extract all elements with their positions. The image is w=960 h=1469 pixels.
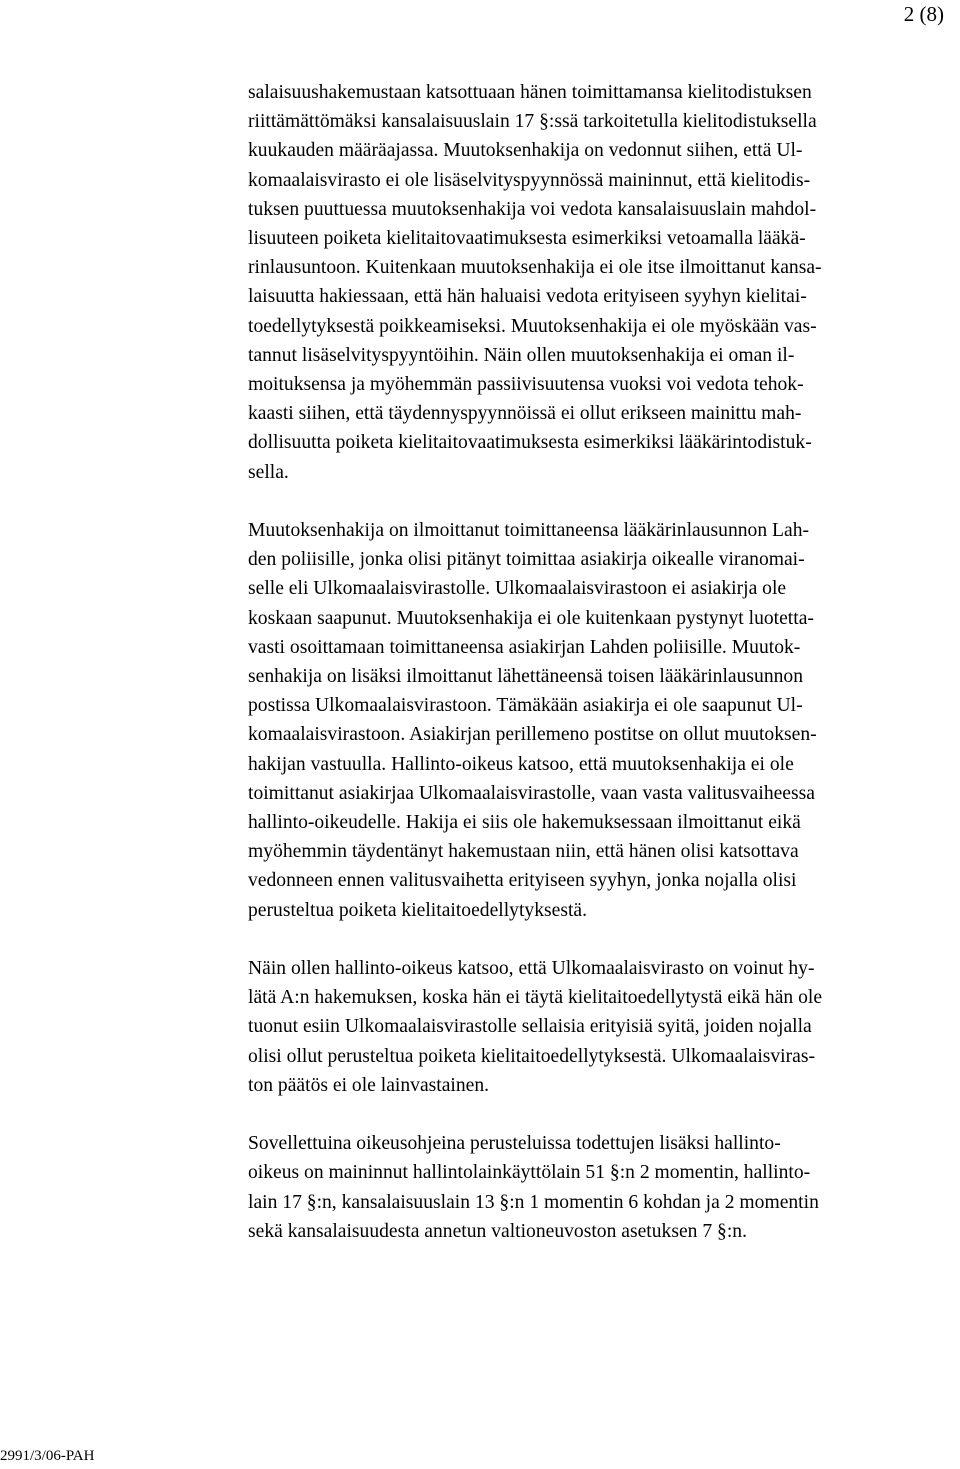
text-line: sekä kansalaisuudesta annetun valtioneuvoston asetuksen 7 §:n. (248, 1220, 747, 1242)
paragraph-2 (248, 516, 960, 925)
text-line: selle eli Ulkomaalaisvirastolle. Ulkomaalaisvirastoon ei asiakirja ole (248, 578, 787, 600)
text-line: vedonneen ennen valitusvaihetta erityiseen syyhyn, jonka nojalla olisi (248, 870, 797, 892)
text-line: salaisuushakemustaan katsottuaan hänen toimittamansa kielitodistuksen (248, 82, 812, 103)
text-line: kaasti siihen, että täydennyspyynnöissä ei ollut erikseen mainittu mah- (248, 403, 802, 425)
document-body (248, 78, 960, 1275)
text-line: myöhemmin täydentänyt hakemustaan niin, että hänen olisi katsottava (248, 841, 799, 863)
page-number: 2 (8) (903, 2, 944, 26)
text-line: olisi ollut perusteltua poiketa kielitaitoedellytyksestä. Ulkomaalaisviras- (248, 1045, 815, 1067)
text-line: hakijan vastuulla. Hallinto-oikeus katsoo, että muutoksenhakija ei ole (248, 753, 794, 775)
text-line: Muutoksenhakija on ilmoittanut toimittaneensa lääkärinlausunnon Lah- (248, 520, 810, 542)
text-line: tannut lisäselvityspyyntöihin. Näin ollen muutoksenhakija ei oman il- (248, 344, 795, 366)
text-line: vasti osoittamaan toimittaneensa asiakirjan Lahden poliisille. Muutok- (248, 636, 801, 658)
text-line: komaalaisvirastoon. Asiakirjan perillemeno postitse on ollut muutoksen- (248, 724, 817, 746)
text-line: Sovellettuina oikeusohjeina perusteluissa todettujen lisäksi hallinto- (248, 1133, 781, 1155)
text-line: senhakija on lisäksi ilmoittanut lähettäneensä toisen lääkärinlausunnon (248, 666, 804, 688)
text-line: tuksen puuttuessa muutoksenhakija voi vedota kansalaisuuslain mahdol- (248, 198, 817, 220)
text-line: moituksensa ja myöhemmän passiivisuutensa vuoksi voi vedota tehok- (248, 374, 804, 396)
text-line: perusteltua poiketa kielitaitoedellytyksestä. (248, 899, 587, 921)
paragraph-1 (248, 78, 960, 487)
text-line: toedellytyksestä poikkeamiseksi. Muutoksenhakija ei ole myöskään vas- (248, 315, 817, 337)
text-line: toimittanut asiakirjaa Ulkomaalaisvirastolle, vaan vasta valitusvaiheessa (248, 782, 815, 804)
text-line: lätä A:n hakemuksen, koska hän ei täytä kielitaitoedellytystä eikä hän ole (248, 987, 823, 1009)
text-line: tuonut esiin Ulkomaalaisvirastolle sellaisia erityisiä syitä, joiden nojalla (248, 1016, 812, 1038)
text-line: oikeus on maininnut hallintolainkäyttölain 51 §:n 2 momentin, hallinto- (248, 1162, 811, 1184)
text-line: laisuutta hakiessaan, että hän haluaisi vedota erityiseen syyhyn kielitai- (248, 286, 807, 308)
text-line: den poliisille, jonka olisi pitänyt toimittaa asiakirja oikealle viranomai- (248, 549, 805, 571)
paragraph-4 (248, 1129, 960, 1246)
text-line: ton päätös ei ole lainvastainen. (248, 1074, 490, 1096)
text-line: rinlausuntoon. Kuitenkaan muutoksenhakija ei ole itse ilmoittanut kansa- (248, 257, 822, 279)
text-line: kuukauden määräajassa. Muutoksenhakija on vedonnut siihen, että Ul- (248, 140, 803, 162)
text-line: postissa Ulkomaalaisvirastoon. Tämäkään asiakirja ei ole saapunut Ul- (248, 695, 803, 717)
text-line: lisuuteen poiketa kielitaitovaatimuksesta esimerkiksi vetoamalla lääkä- (248, 228, 806, 250)
text-line: sella. (248, 461, 289, 483)
text-line: dollisuutta poiketa kielitaitovaatimuksesta esimerkiksi lääkärintodistuk- (248, 432, 812, 454)
paragraph-3 (248, 954, 960, 1100)
text-line: komaalaisvirasto ei ole lisäselvityspyynnössä maininnut, että kielitodis- (248, 169, 811, 191)
text-line: hallinto-oikeudelle. Hakija ei siis ole hakemuksessaan ilmoittanut eikä (248, 812, 801, 834)
document-reference: 2991/3/06-PAH (0, 1448, 95, 1464)
text-line: Näin ollen hallinto-oikeus katsoo, että Ulkomaalaisvirasto on voinut hy- (248, 958, 815, 980)
text-line: lain 17 §:n, kansalaisuuslain 13 §:n 1 momentin 6 kohdan ja 2 momentin (248, 1191, 819, 1213)
text-line: koskaan saapunut. Muutoksenhakija ei ole kuitenkaan pystynyt luotetta- (248, 607, 814, 629)
text-line: riittämättömäksi kansalaisuuslain 17 §:ssä tarkoitetulla kielitodistuksella (248, 111, 817, 133)
